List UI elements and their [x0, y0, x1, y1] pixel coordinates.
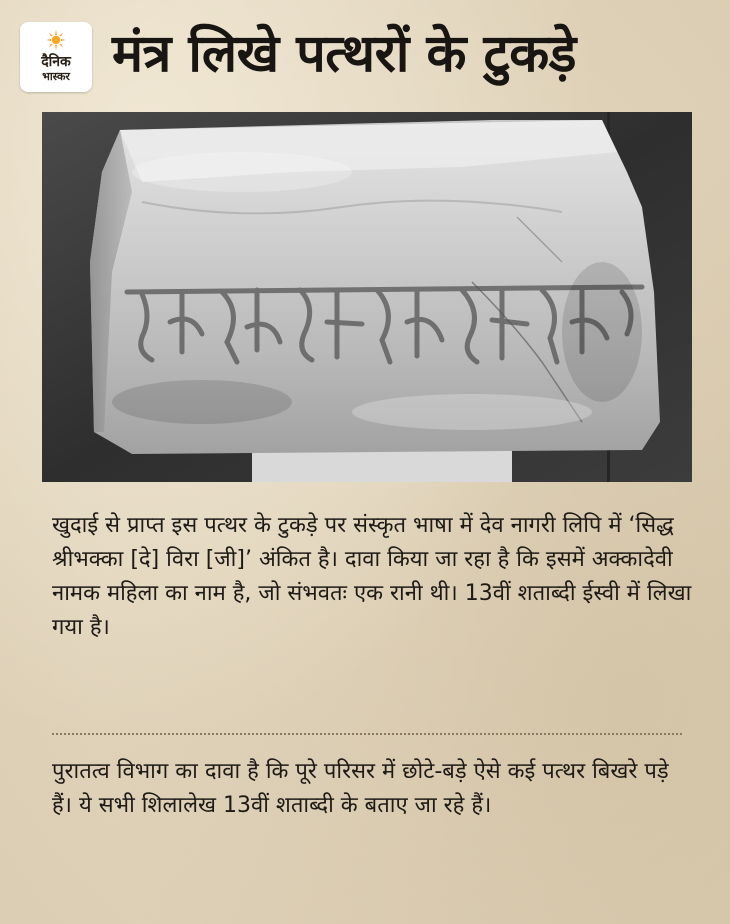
dainik-bhaskar-logo[interactable]	[20, 22, 92, 92]
dotted-divider	[52, 733, 682, 735]
page-title: मंत्र लिखे पत्थरों के टुकड़े	[112, 24, 576, 84]
inscribed-stone-photo	[42, 112, 692, 482]
archaeology-claim-text: पुरातत्व विभाग का दावा है कि पूरे परिसर में छोटे-बड़े ऐसे कई पत्थर बिखरे पड़े हैं। ये सभी शिलालेख 13वीं शताब्दी के बताए जा रहे हैं।	[52, 759, 669, 818]
sun-icon	[46, 30, 66, 50]
inscription-description: खुदाई से प्राप्त इस पत्थर के टुकड़े पर संस्कृत भाषा में देव नागरी लिपि में ‘सिद्ध श्रीभक्का [दे] विरा [जी]’ अंकित है। दावा किया जा रहा है कि इसमें अक्कादेवी नामक महिला का नाम है, जो संभवतः एक रानी थी। 13वीं शताब्दी ईस्वी में लिखा गया है।	[52, 513, 692, 640]
stone-image-icon	[42, 112, 692, 482]
logo-text-bhaskar: भास्कर	[42, 70, 70, 83]
logo-text-dainik: दैनिक	[41, 54, 71, 70]
